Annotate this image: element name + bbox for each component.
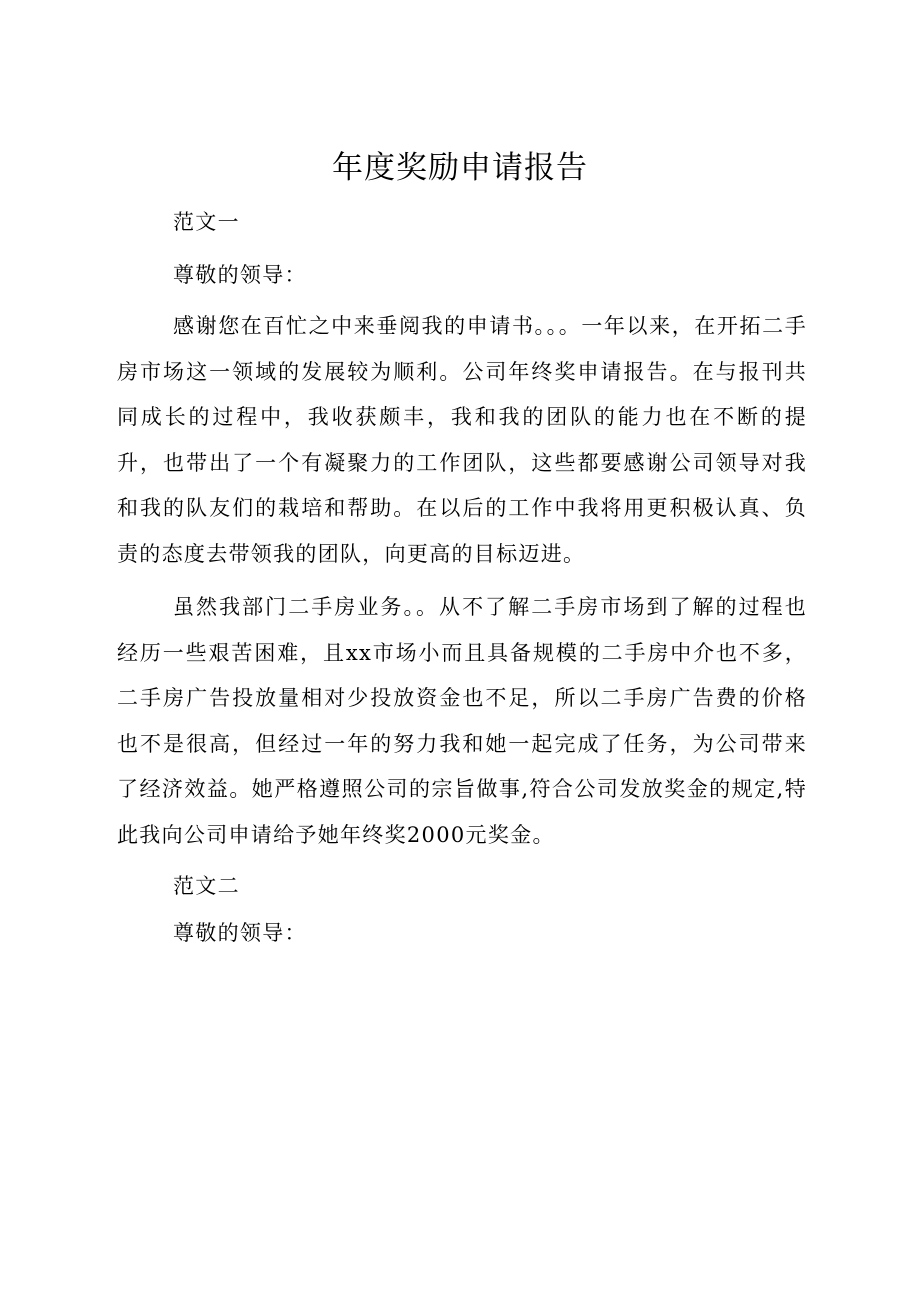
document-body <box>117 196 807 960</box>
section-label: 范文二 <box>173 874 240 898</box>
body-paragraph: 虽然我部门二手房业务。。从不了解二手房市场到了解的过程也经历一些艰苦困难，且xx市场小而且具备规模的二手房中介也不多，二手房广告投放量相对少投放资金也不足，所以二手房广告费的价格也不是很高，但经过一年的努力我和她一起完成了任务，为公司带来了经济效益。她严格遵照公司的宗旨做事,符合公司发放奖金的规定,特此我向公司申请给予她年终奖2000元奖金。 <box>117 595 807 847</box>
body-paragraph: 感谢您在百忙之中来垂阅我的申请书。。。一年以来，在开拓二手房市场这一领域的发展较为顺利。公司年终奖申请报告。在与报刊共同成长的过程中，我收获颇丰，我和我的团队的能力也在不断的提升，也带出了一个有凝聚力的工作团队，这些都要感谢公司领导对我和我的队友们的栽培和帮助。在以后的工作中我将用更积极认真、负责的态度去带领我的团队，向更高的目标迈进。 <box>117 314 807 566</box>
document-title: 年度奖励申请报告 <box>332 150 588 186</box>
section-label: 范文一 <box>173 210 240 234</box>
salutation: 尊敬的领导： <box>173 263 307 287</box>
salutation: 尊敬的领导： <box>173 921 307 945</box>
